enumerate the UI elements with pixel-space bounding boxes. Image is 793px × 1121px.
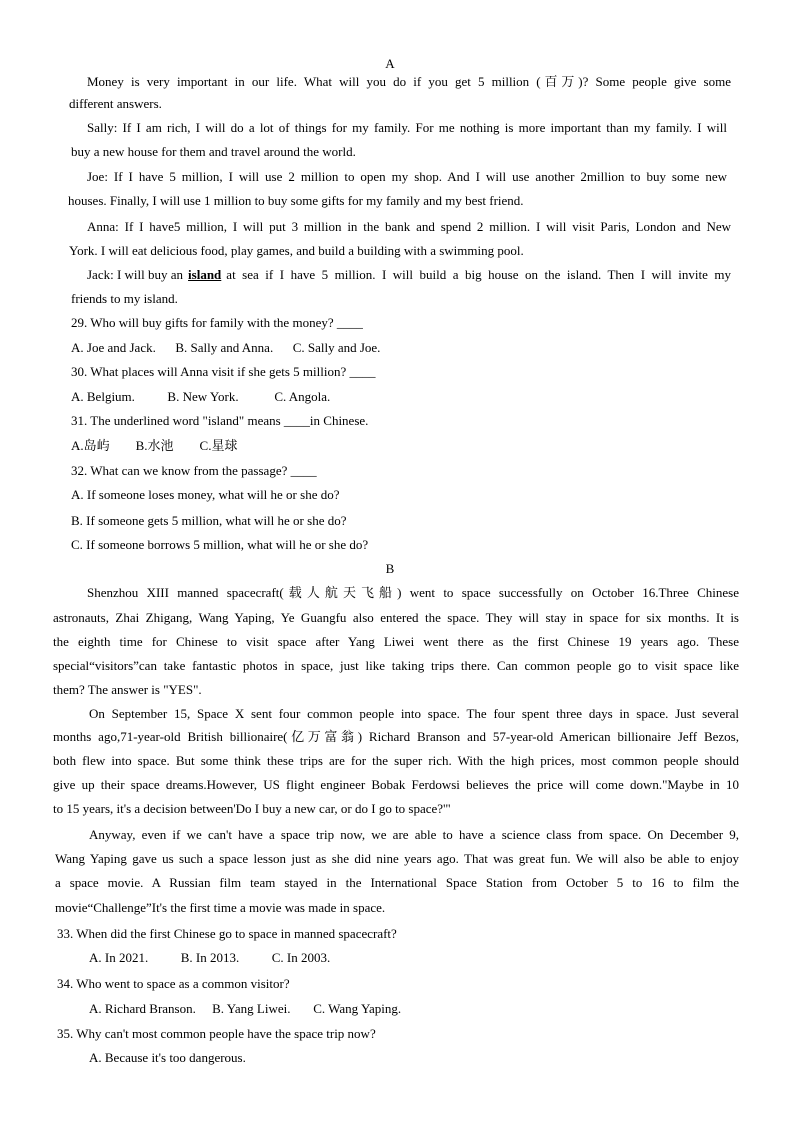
joe-answer-line-1: Joe: If I have 5 million, I will use 2 million to open my shop. And I will use another 2million to buy some new — [87, 169, 727, 184]
jack-answer-line-2: friends to my island. — [71, 291, 178, 306]
passage-b-p3-line-2: Wang Yaping gave us such a space lesson just as she did nine years ago. That was great fun. We will also be able to enjoy — [55, 851, 739, 866]
question-34: 34. Who went to space as a common visitor? — [57, 976, 290, 991]
question-32-option-c: C. If someone borrows 5 million, what will he or she do? — [71, 537, 369, 552]
passage-b-p3-line-4: movie“Challenge”It's the first time a movie was made in space. — [55, 900, 386, 915]
passage-b-p2-line-5: to 15 years, it's a decision between'Do I buy a new car, or do I go to space?'" — [53, 801, 451, 816]
passage-b-heading: B — [385, 561, 395, 576]
passage-b-p3-line-3: a space movie. A Russian film team stayed in the International Space Station from October 5 to 16 to film the — [55, 875, 739, 890]
passage-b-p2-line-3: both flew into space. But some think these trips are for the super rich. With the high prices, most common people should — [53, 753, 739, 768]
question-32-option-a: A. If someone loses money, what will he or she do? — [71, 487, 340, 502]
question-33: 33. When did the first Chinese go to space in manned spacecraft? — [57, 926, 397, 941]
sally-answer-line-2: buy a new house for them and travel around the world. — [71, 144, 356, 159]
passage-b-p1-line-4: special“visitors”can take fantastic photos in space, just like taking trips there. Can common people go to visit space like — [53, 658, 739, 673]
question-32: 32. What can we know from the passage? ____ — [71, 463, 317, 478]
jack-answer-line-1 — [87, 267, 731, 283]
question-31: 31. The underlined word "island" means ____in Chinese. — [71, 413, 369, 428]
question-35-option-a: A. Because it's too dangerous. — [89, 1050, 246, 1065]
underlined-word-island: island — [188, 267, 222, 282]
anna-answer-line-1: Anna: If I have5 million, I will put 3 million in the bank and spend 2 million. I will visit Paris, London and New — [87, 219, 731, 234]
question-31-options: A.岛屿 B.水池 C.星球 — [71, 438, 238, 453]
passage-a-intro-line-1: Money is very important in our life. What will you do if you get 5 million (百万)? Some people give some — [87, 74, 731, 89]
question-30: 30. What places will Anna visit if she gets 5 million? ____ — [71, 364, 376, 379]
passage-b-p2-line-4: give up their space dreams.However, US flight engineer Bobak Ferdowsi believes the price will come down."Maybe in 10 — [53, 777, 739, 792]
passage-b-p1-line-3: the eighth time for Chinese to visit space after Yang Liwei went there as the first Chinese 19 years ago. These — [53, 634, 739, 649]
question-30-options: A. Belgium. B. New York. C. Angola. — [71, 389, 331, 404]
passage-b-p2-line-2: months ago,71-year-old British billionaire(亿万富翁) Richard Branson and 57-year-old American billionaire Jeff Bezos, — [53, 729, 739, 744]
passage-b-p1-line-5: them? The answer is "YES". — [53, 682, 202, 697]
question-32-option-b: B. If someone gets 5 million, what will he or she do? — [71, 513, 347, 528]
passage-a-intro-line-2: different answers. — [69, 96, 162, 111]
question-29: 29. Who will buy gifts for family with the money? ____ — [71, 315, 363, 330]
sally-answer-line-1: Sally: If I am rich, I will do a lot of things for my family. For me nothing is more important than my family. I will — [87, 120, 727, 135]
joe-answer-line-2: houses. Finally, I will use 1 million to buy some gifts for my family and my best friend. — [68, 193, 524, 208]
jack-answer-text-start: Jack: I will buy an — [87, 267, 184, 282]
passage-b-p2-line-1: On September 15, Space X sent four common people into space. The four spent three days in space. Just several — [89, 706, 739, 721]
question-35: 35. Why can't most common people have the space trip now? — [57, 1026, 376, 1041]
passage-a-heading: A — [385, 56, 395, 71]
question-33-options: A. In 2021. B. In 2013. C. In 2003. — [89, 950, 331, 965]
anna-answer-line-2: York. I will eat delicious food, play games, and build a building with a swimming pool. — [69, 243, 524, 258]
passage-b-p1-line-1: Shenzhou XIII manned spacecraft(载人航天飞船) went to space successfully on October 16.Three Chinese — [87, 585, 739, 600]
passage-b-p3-line-1: Anyway, even if we can't have a space trip now, we are able to have a science class from space. On December 9, — [89, 827, 739, 842]
jack-answer-text-end: at sea if I have 5 million. I will build a big house on the island. Then I will invite my — [226, 267, 731, 282]
passage-b-p1-line-2: astronauts, Zhai Zhigang, Wang Yaping, Ye Guangfu also entered the space. They will stay in space for six months. It is — [53, 610, 739, 625]
question-29-options: A. Joe and Jack. B. Sally and Anna. C. Sally and Joe. — [71, 340, 381, 355]
question-34-options: A. Richard Branson. B. Yang Liwei. C. Wang Yaping. — [89, 1001, 402, 1016]
